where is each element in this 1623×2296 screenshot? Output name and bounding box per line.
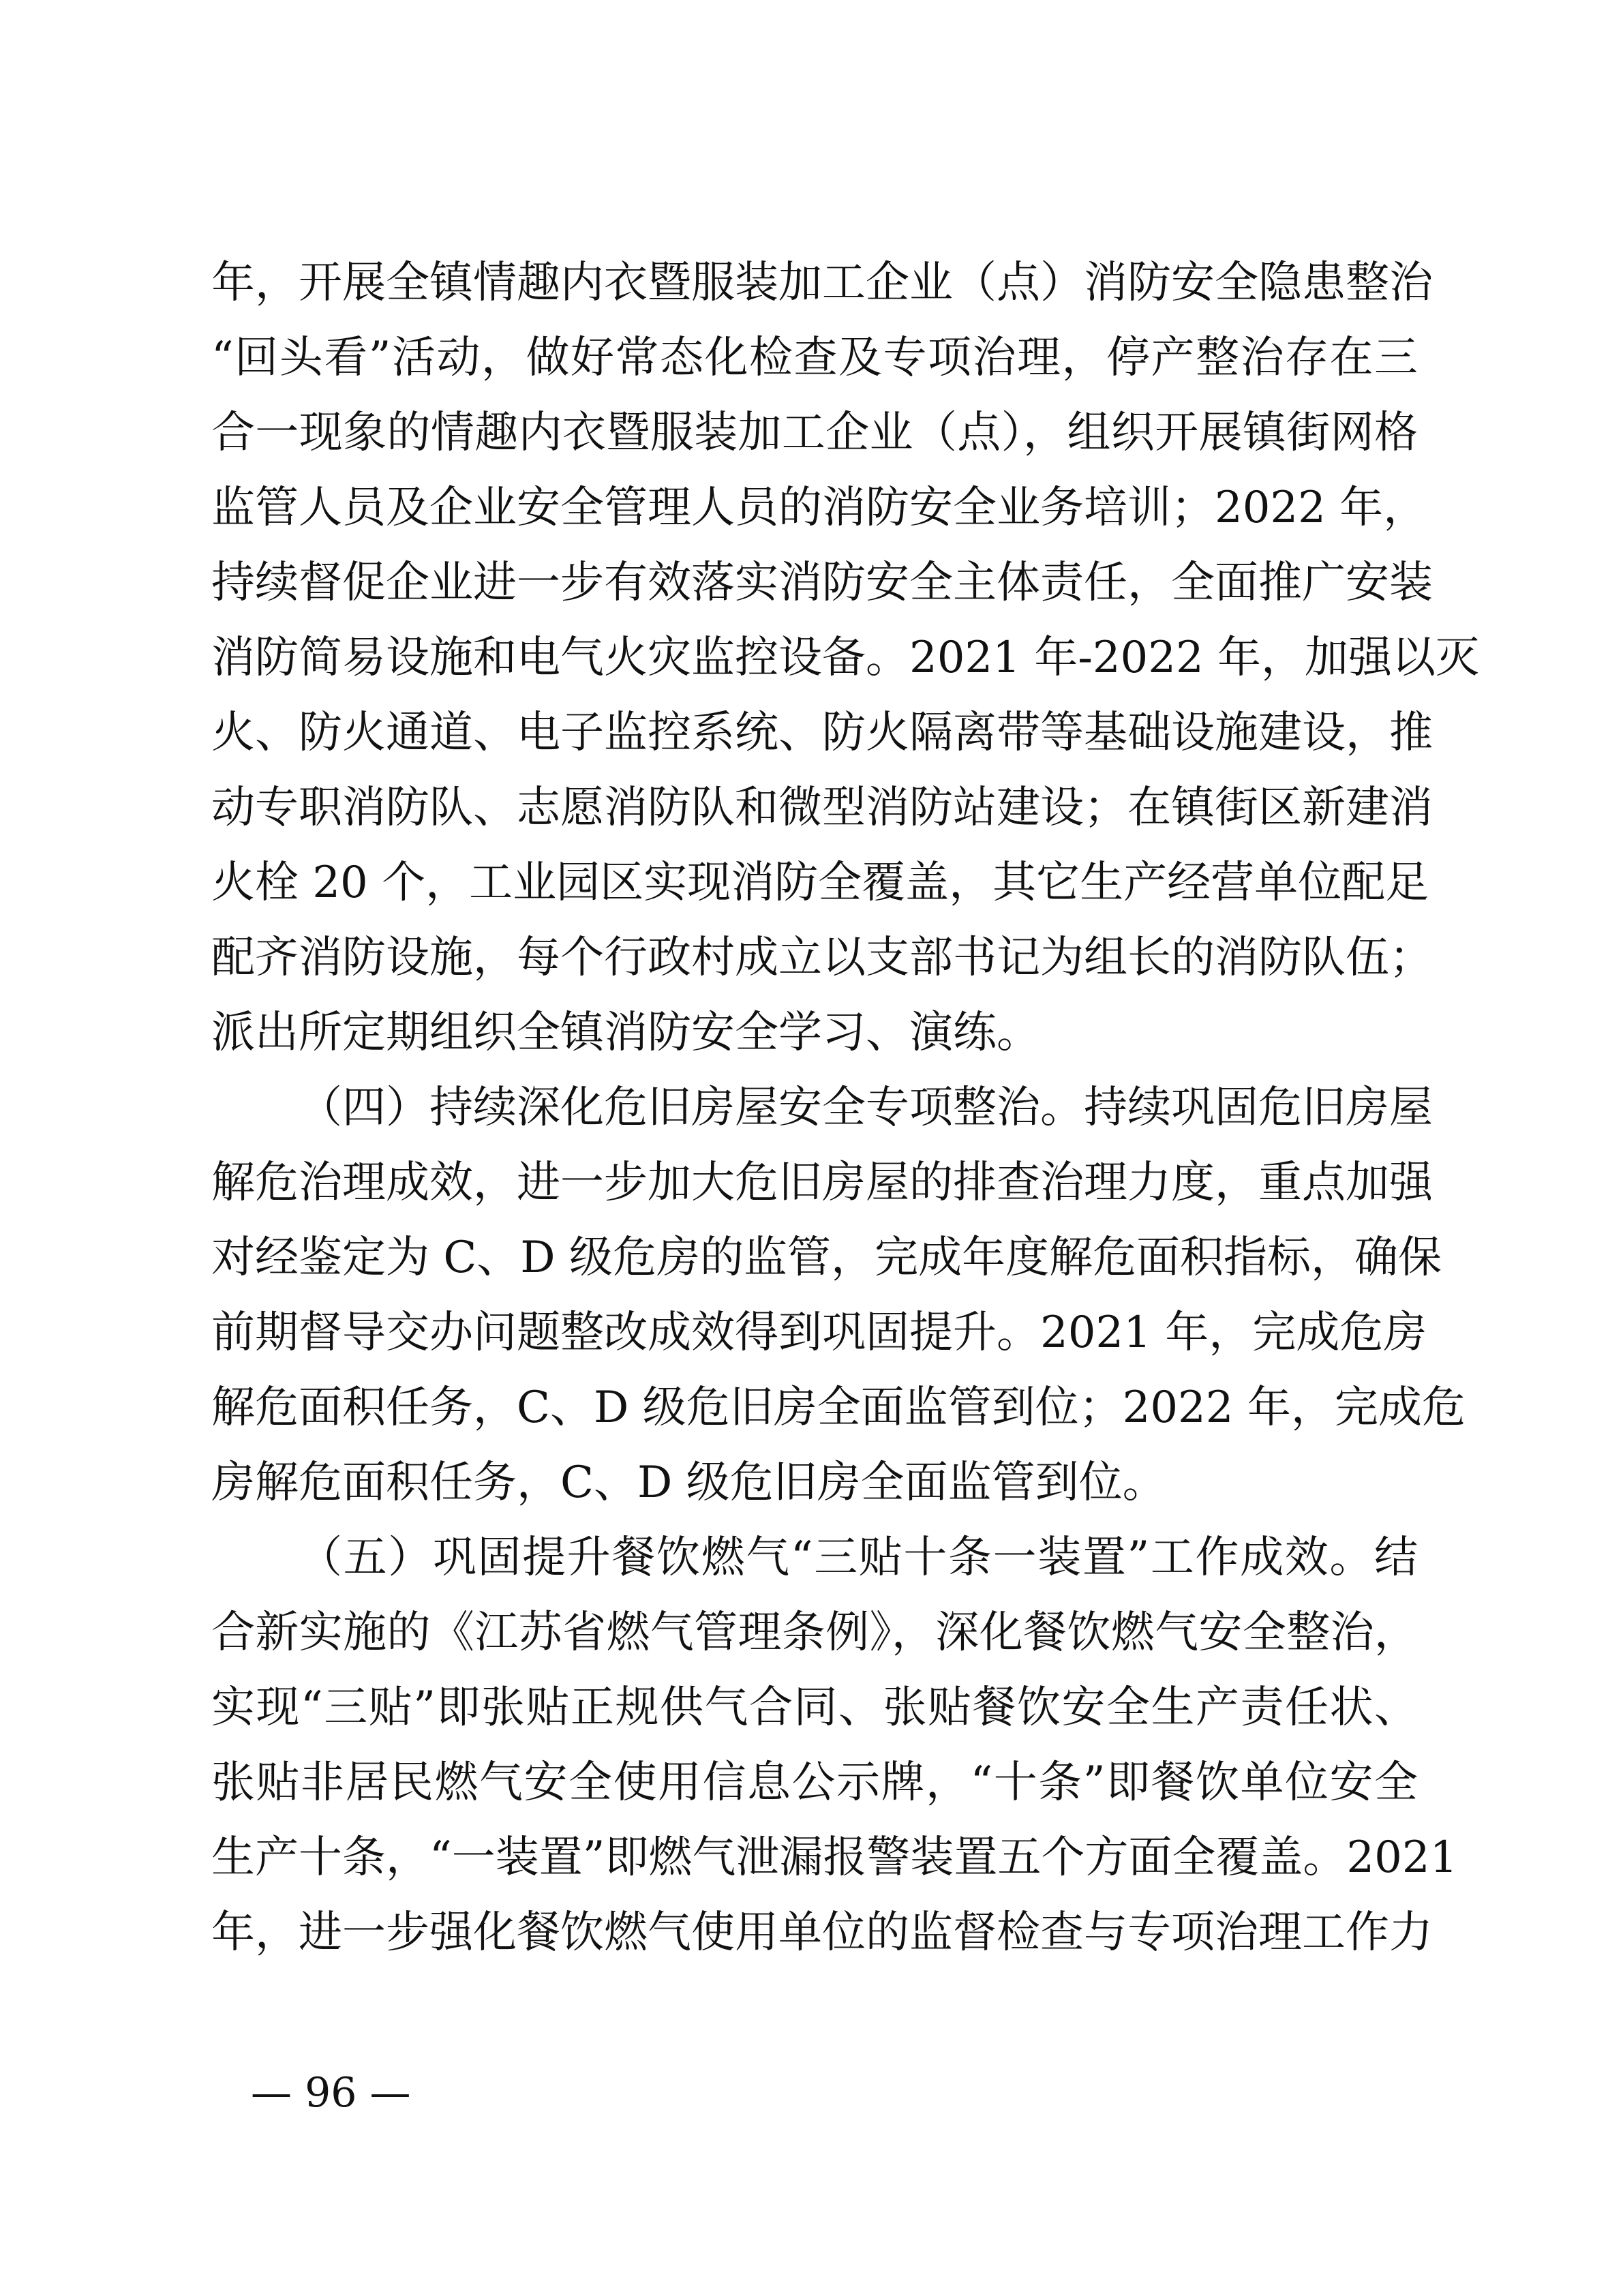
text-line: 持续督促企业进一步有效落实消防安全主体责任，全面推广安装 [211,558,1433,608]
text-line: 动专职消防队、志愿消防队和微型消防站建设；在镇街区新建消 [211,783,1433,833]
text-line: 年，进一步强化餐饮燃气使用单位的监督检查与专项治理工作力 [211,1907,1433,1958]
page-number: — 96 — [251,2069,411,2117]
text-line: 消防简易设施和电气火灾监控设备。2021 年-2022 年，加强以灭 [211,633,1480,683]
section-heading-line: （五）巩固提升餐饮燃气“三贴十条一装置”工作成效。结 [299,1532,1418,1583]
text-line: 实现“三贴”即张贴正规供气合同、张贴餐饮安全生产责任状、 [211,1682,1418,1733]
text-line: 合一现象的情趣内衣暨服装加工企业（点），组织开展镇街网格 [211,408,1418,458]
body-text [211,245,1480,1970]
section-heading-line: （四）持续深化危旧房屋安全专项整治。持续巩固危旧房屋 [299,1083,1433,1133]
text-line: 火、防火通道、电子监控系统、防火隔离带等基础设施建设，推 [211,708,1433,758]
text-line: 配齐消防设施，每个行政村成立以支部书记为组长的消防队伍； [211,933,1433,983]
text-line: 派出所定期组织全镇消防安全学习、演练。 [211,1008,1040,1058]
text-line: 年，开展全镇情趣内衣暨服装加工企业（点）消防安全隐患整治 [211,258,1433,308]
text-line: “回头看”活动，做好常态化检查及专项治理，停产整治存在三 [211,333,1418,383]
text-line: 前期督导交办问题整改成效得到巩固提升。2021 年，完成危房 [211,1308,1427,1358]
text-line: 解危面积任务，C、D 级危旧房全面监管到位；2022 年，完成危 [211,1383,1466,1433]
text-line: 房解危面积任务，C、D 级危旧房全面监管到位。 [211,1457,1166,1508]
text-line: 生产十条，“一装置”即燃气泄漏报警装置五个方面全覆盖。2021 [211,1832,1458,1883]
text-line: 合新实施的《江苏省燃气管理条例》，深化餐饮燃气安全整治， [211,1607,1418,1658]
text-line: 火栓 20 个，工业园区实现消防全覆盖，其它生产经营单位配足 [211,858,1429,908]
text-line: 张贴非居民燃气安全使用信息公示牌，“十条”即餐饮单位安全 [211,1757,1418,1808]
text-line: 监管人员及企业安全管理人员的消防安全业务培训；2022 年， [211,483,1427,533]
text-line: 解危治理成效，进一步加大危旧房屋的排查治理力度，重点加强 [211,1158,1433,1208]
text-line: 对经鉴定为 C、D 级危房的监管，完成年度解危面积指标，确保 [211,1233,1442,1283]
